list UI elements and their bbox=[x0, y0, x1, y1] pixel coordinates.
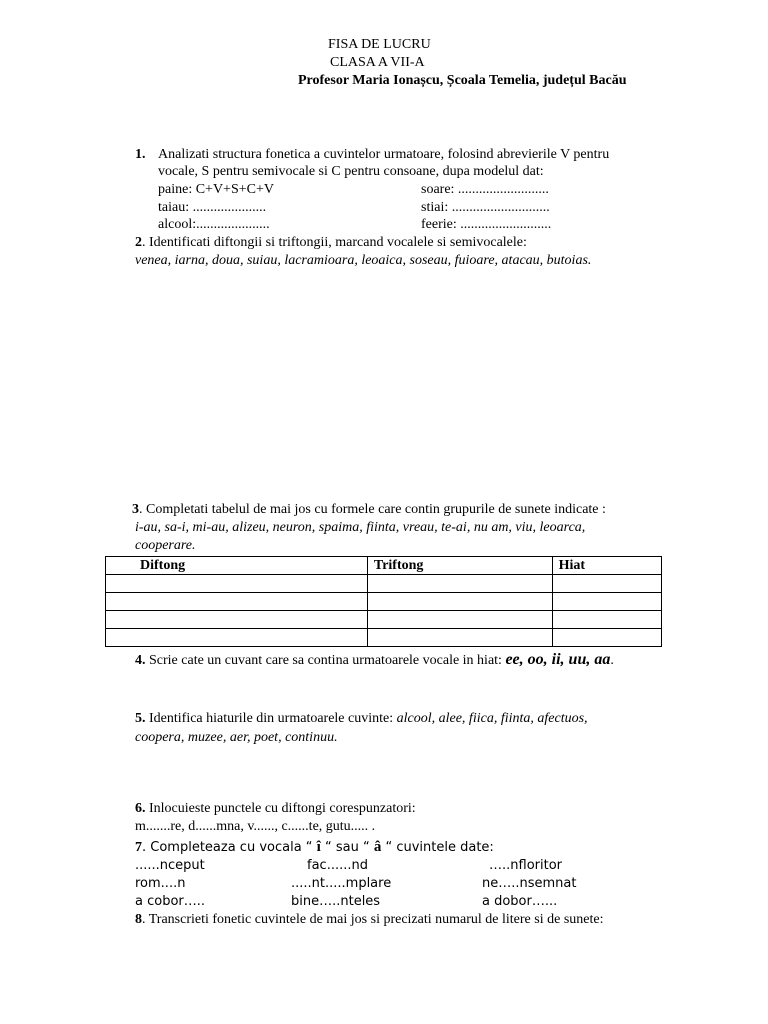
table-cell[interactable] bbox=[106, 575, 368, 593]
table-row bbox=[106, 575, 662, 593]
table-cell[interactable] bbox=[106, 629, 368, 647]
ex7-word: rom....n bbox=[135, 876, 186, 891]
ex8-text: . Transcrieti fonetic cuvintele de mai jos si precizati numarul de litere si de sunete: bbox=[142, 912, 604, 927]
ex1-text-line1: Analizati structura fonetica a cuvintelor urmatoare, folosind abrevierile V pentru bbox=[158, 147, 610, 162]
ex8-instruction bbox=[135, 911, 603, 929]
ex7-word: ne…..nsemnat bbox=[482, 876, 577, 891]
table-cell[interactable] bbox=[552, 593, 661, 611]
ex6-words: m.......re, d......mna, v......, c......te, gutu..... . bbox=[135, 819, 376, 834]
author-line: Profesor Maria Ionașcu, Școala Temelia, județul Bacău bbox=[298, 73, 627, 88]
table-header-row bbox=[106, 557, 662, 575]
ex5-number: 5. bbox=[135, 711, 146, 726]
ex8-number: 8 bbox=[135, 912, 142, 927]
ex4-number: 4. bbox=[135, 653, 146, 668]
ex6-text: Inlocuieste punctele cu diftongi corespunzatori: bbox=[145, 801, 416, 816]
table-cell[interactable] bbox=[552, 611, 661, 629]
ex7-word: a cobor….. bbox=[135, 894, 206, 909]
ex5-instruction bbox=[135, 710, 588, 728]
class-label: CLASA A VII-A bbox=[330, 55, 425, 70]
ex7-word: …..nfloritor bbox=[489, 858, 562, 873]
ex1-text-line2: vocale, S pentru semivocale si C pentru consoane, dupa modelul dat: bbox=[158, 164, 544, 179]
ex1-word-taiau: taiau: ..................... bbox=[158, 200, 267, 215]
ex4-vowels: ee, oo, ii, uu, aa bbox=[505, 651, 611, 668]
ex7-word: ......nceput bbox=[135, 858, 205, 873]
ex4-text: Scrie cate un cuvant care sa contina urmatoarele vocale in hiat: bbox=[145, 653, 506, 668]
ex7-word: bine…..nteles bbox=[291, 894, 381, 909]
ex7-word: fac......nd bbox=[307, 858, 368, 873]
ex1-word-alcool: alcool:..................... bbox=[158, 217, 270, 232]
ex1-word-soare: soare: .......................... bbox=[421, 182, 549, 197]
ex1-word-stiai: stiai: ............................ bbox=[421, 200, 550, 215]
table-cell[interactable] bbox=[106, 611, 368, 629]
table-row bbox=[106, 629, 662, 647]
ex2-number: 2 bbox=[135, 235, 142, 250]
ex7-letter-a: â bbox=[373, 839, 382, 855]
ex3-instruction bbox=[132, 501, 606, 519]
ex5-words-line1: alcool, alee, fiica, fiinta, afectuos, bbox=[396, 711, 588, 726]
ex6-instruction bbox=[135, 800, 416, 818]
ex7-word: a dobor…... bbox=[482, 894, 558, 909]
table-cell[interactable] bbox=[106, 593, 368, 611]
worksheet-title: FISA DE LUCRU bbox=[328, 37, 431, 52]
column-header-hiat: Hiat bbox=[552, 557, 661, 575]
ex2-text: . Identificati diftongii si triftongii, marcand vocalele si semivocalele: bbox=[142, 235, 527, 250]
table-cell[interactable] bbox=[367, 611, 552, 629]
ex7-text-a: . Completeaza cu vocala “ bbox=[142, 840, 317, 855]
ex1-model: paine: C+V+S+C+V bbox=[158, 182, 274, 197]
ex7-text-c: “ cuvintele date: bbox=[381, 840, 494, 855]
ex3-words-line2: cooperare. bbox=[135, 538, 196, 553]
column-header-triftong: Triftong bbox=[367, 557, 552, 575]
ex1-word-feerie: feerie: .......................... bbox=[421, 217, 552, 232]
ex6-number: 6. bbox=[135, 801, 146, 816]
ex4-end: . bbox=[610, 653, 614, 668]
ex7-letter-i: î bbox=[316, 839, 321, 855]
ex7-text-b: “ sau “ bbox=[320, 840, 374, 855]
ex2-words: venea, iarna, doua, suiau, lacramioara, leoaica, soseau, fuioare, atacau, butoias. bbox=[135, 253, 592, 268]
ex3-words-line1: i-au, sa-i, mi-au, alizeu, neuron, spaima, fiinta, vreau, te-ai, nu am, viu, leoarca, bbox=[135, 520, 586, 535]
ex5-words-line2: coopera, muzee, aer, poet, continuu. bbox=[135, 730, 338, 745]
table-cell[interactable] bbox=[552, 629, 661, 647]
ex7-word: .....nt.....mplare bbox=[291, 876, 392, 891]
table-row bbox=[106, 593, 662, 611]
ex7-instruction bbox=[135, 838, 494, 857]
table-cell[interactable] bbox=[552, 575, 661, 593]
ex7-number: 7 bbox=[135, 840, 142, 855]
table-cell[interactable] bbox=[367, 575, 552, 593]
ex3-text: . Completati tabelul de mai jos cu formele care contin grupurile de sunete indicate : bbox=[139, 502, 606, 517]
sound-groups-table bbox=[105, 556, 662, 647]
ex3-number: 3 bbox=[132, 502, 139, 517]
table-row bbox=[106, 611, 662, 629]
ex4-instruction bbox=[135, 651, 614, 670]
table-cell[interactable] bbox=[367, 629, 552, 647]
ex1-number: 1. bbox=[135, 147, 146, 162]
column-header-diftong: Diftong bbox=[106, 557, 368, 575]
ex2-instruction bbox=[135, 234, 527, 252]
ex5-text: Identifica hiaturile din urmatoarele cuvinte: bbox=[145, 711, 397, 726]
table-cell[interactable] bbox=[367, 593, 552, 611]
